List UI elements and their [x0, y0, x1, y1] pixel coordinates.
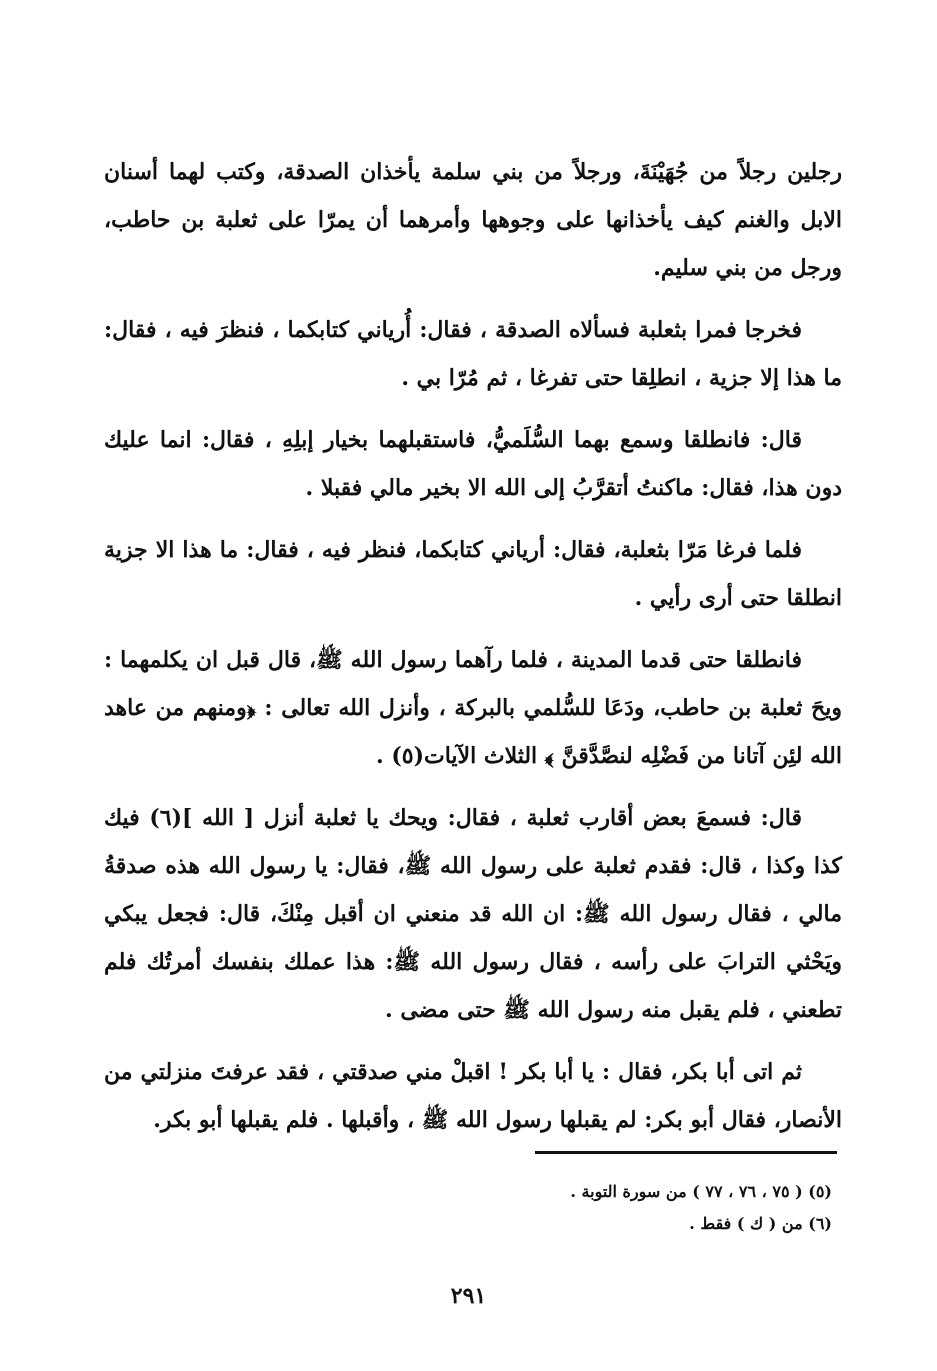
- footnotes: [420, 1176, 832, 1240]
- paragraph-1: رجلين رجلاً من جُهَيْنَةَ، ورجلاً من بني سلمة يأخذان الصدقة، وكتب لهما أسنان الابل والغنم كيف يأخذانها على وجوهها وأمرهما أن يمرّا على ثعلبة بن حاطب، ورجل من بني سليم.: [104, 159, 842, 281]
- paragraph-6: قال: فسمعَ بعض أقارب ثعلبة ، فقال: ويحك يا ثعلبة أنزل [ الله ](٦) فيك كذا وكذا ، قال: فقدم ثعلبة على رسول الله ﷺ، فقال: يا رسول الله هذه صدقةُ مالي ، فقال رسول الله ﷺ: ان الله قد منعني ان أقبل مِنْكَ، قال: فجعل يبكي ويَحْثي الترابَ على رأسه ، فقال رسول الله ﷺ: هذا عملك بنفسك أمرتُك فلم تطعني ، فلم يقبل منه رسول الله ﷺ حتى مضى .: [104, 805, 842, 1023]
- paragraph-2: فخرجا فمرا بثعلبة فسألاه الصدقة ، فقال: أُرياني كتابكما ، فنظرَ فيه ، فقال: ما هذا إلا جزية ، انطلِقا حتى تفرغا ، ثم مُرّا بي .: [104, 317, 842, 391]
- main-text: [104, 148, 842, 1158]
- footnote-5: (٥) ( ٧٥ ، ٧٦ ، ٧٧ ) من سورة التوبة .: [570, 1182, 832, 1201]
- paragraph-3: قال: فانطلقا وسمع بهما السُّلَميُّ، فاستقبلهما بخيار إبلِهِ ، فقال: انما عليك دون هذا، فقال: ماكنتُ أتقرَّبُ إلى الله الا بخير مالي فقبلا .: [104, 427, 842, 501]
- paragraph-5: فانطلقا حتى قدما المدينة ، فلما رآهما رسول الله ﷺ، قال قبل ان يكلمهما : ويحَ ثعلبة بن حاطب، ودَعَا للسُّلمي بالبركة ، وأنزل الله تعالى : ﴿ومنهم من عاهد الله لئِن آتانا من فَضْلِه لنصَّدَّقنَّ ﴾ الثلاث الآيات(٥) .: [104, 647, 842, 769]
- paragraph-7: ثم اتى أبا بكر، فقال : يا أبا بكر ! اقبلْ مني صدقتي ، فقد عرفتَ منزلتي من الأنصار، فقال أبو بكر: لم يقبلها رسول الله ﷺ ، وأقبلها . فلم يقبلها أبو بكر.: [104, 1059, 842, 1133]
- page-number: ٢٩١: [450, 1283, 487, 1309]
- footnote-divider: [535, 1151, 837, 1154]
- footnote-6: (٦) من ( ك ) فقط .: [689, 1214, 832, 1233]
- paragraph-4: فلما فرغا مَرّا بثعلبة، فقال: أرياني كتابكما، فنظر فيه ، فقال: ما هذا الا جزية انطلقا حتى أرى رأيي .: [104, 537, 842, 611]
